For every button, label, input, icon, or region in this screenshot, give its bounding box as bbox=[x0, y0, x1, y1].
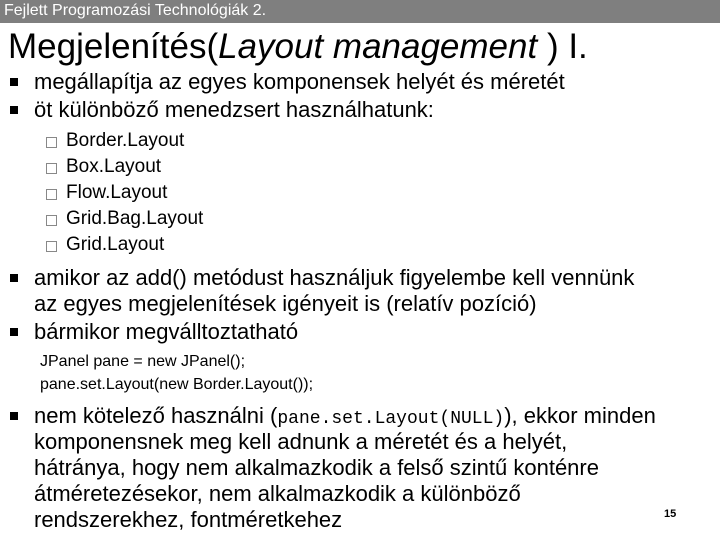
bullet-square-icon bbox=[10, 78, 18, 86]
slide-title-part1: Megjelenítés( bbox=[8, 27, 219, 66]
bullet-item: bármikor megválltoztatható bbox=[34, 319, 299, 344]
checkbox-icon bbox=[46, 137, 57, 148]
header-bar bbox=[0, 0, 720, 23]
layout-item: Grid.Bag.Layout bbox=[66, 208, 204, 229]
bullet-item bbox=[34, 403, 656, 432]
slide-title-part2: ) I. bbox=[537, 27, 588, 66]
page-number: 15 bbox=[664, 508, 677, 520]
slide-title-italic: Layout management bbox=[218, 27, 538, 66]
bullet-square-icon bbox=[10, 274, 18, 282]
checkbox-icon bbox=[46, 189, 57, 200]
layout-item: Box.Layout bbox=[66, 156, 162, 177]
layout-item: Border.Layout bbox=[66, 130, 185, 151]
slide-title bbox=[8, 27, 588, 67]
bullet-item-continuation: komponensnek meg kell adnunk a méretét és a helyét, bbox=[34, 429, 568, 454]
bullet-item: amikor az add() metódust használjuk figyelembe kell vennünk bbox=[34, 265, 635, 290]
bullet-item-continuation: az egyes megjelenítések igényeit is (relatív pozíció) bbox=[34, 291, 537, 316]
checkbox-icon bbox=[46, 163, 57, 174]
checkbox-icon bbox=[46, 241, 57, 252]
bullet-square-icon bbox=[10, 106, 18, 114]
bullet-square-icon bbox=[10, 412, 18, 420]
bullet-item-continuation: átméretezésekor, nem alkalmazkodik a különböző bbox=[34, 481, 521, 506]
code-line: pane.set.Layout(new Border.Layout()); bbox=[40, 376, 314, 393]
layout-item: Grid.Layout bbox=[66, 234, 165, 255]
code-line: JPanel pane = new JPanel(); bbox=[40, 353, 246, 370]
bullet-item: megállapítja az egyes komponensek helyét és méretét bbox=[34, 69, 565, 94]
bullet-text-start: nem kötelező használni ( bbox=[34, 403, 278, 428]
bullet-item-continuation: hátránya, hogy nem alkalmazkodik a felső szintű konténre bbox=[34, 455, 599, 480]
course-title: Fejlett Programozási Technológiák 2. bbox=[4, 2, 267, 19]
bullet-item-continuation: rendszerekhez, fontméretkehez bbox=[34, 507, 343, 532]
inline-code: pane.set.Layout(NULL) bbox=[277, 409, 505, 429]
layout-item: Flow.Layout bbox=[66, 182, 168, 203]
bullet-item: öt különböző menedzsert használhatunk: bbox=[34, 97, 434, 122]
checkbox-icon bbox=[46, 215, 57, 226]
bullet-text-end: ), ekkor minden bbox=[504, 403, 656, 428]
bullet-square-icon bbox=[10, 328, 18, 336]
